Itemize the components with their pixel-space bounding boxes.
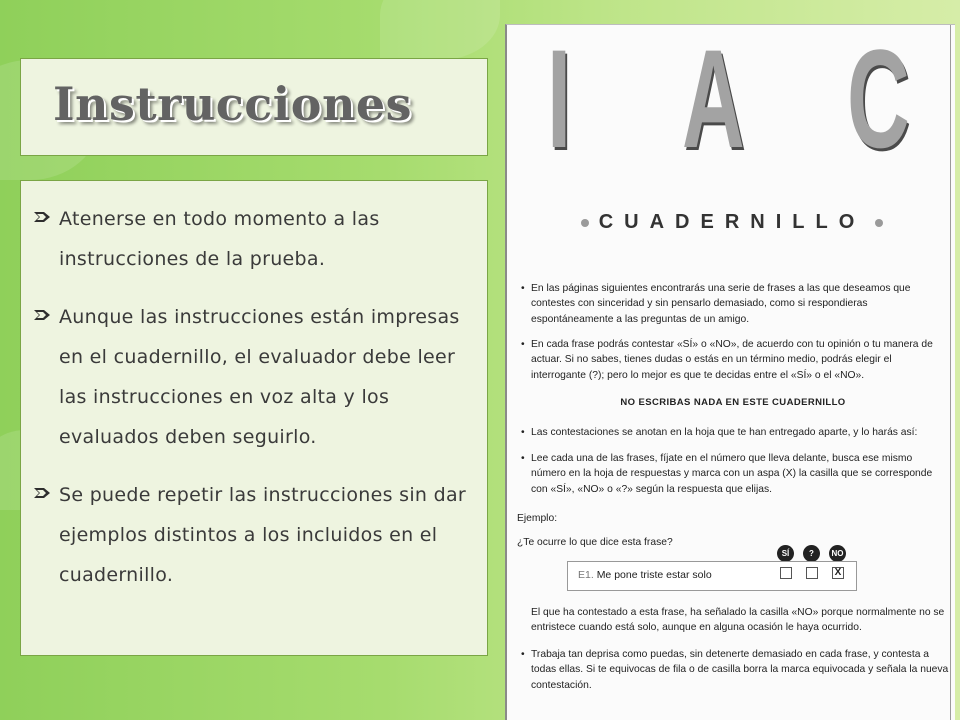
logo-letter-a: A bbox=[682, 20, 745, 177]
cuadernillo-heading bbox=[547, 211, 917, 234]
example-label: Ejemplo: bbox=[517, 513, 558, 524]
bullet-icon bbox=[33, 307, 59, 326]
bullet-text: Se puede repetir las instrucciones sin dar ejemplos distintos a los incluidos en el cuadernillo. bbox=[59, 484, 467, 586]
bullet-item bbox=[33, 475, 477, 595]
answer-badge-question: ? bbox=[803, 545, 820, 562]
bullet-text: Aunque las instrucciones están impresas en el cuadernillo, el evaluador debe leer las instrucciones en voz alta y los evaluados deben seguirlo. bbox=[59, 306, 460, 448]
bullet-item bbox=[33, 297, 477, 457]
dot-icon bbox=[875, 219, 883, 227]
background-leaf bbox=[380, 0, 500, 60]
slide-title: Instrucciones bbox=[53, 77, 413, 131]
logo-letter-i: I bbox=[547, 20, 572, 177]
doc-paragraph-2: • En cada frase podrás contestar «SÍ» o «NO», de acuerdo con tu opinión o tu manera de actuar. Si no sabes, tienes dudas o estás en un término medio, podrás elegir el interrogante (?); pero lo mejor es que te decidas entre el «SÍ» o el «NO». bbox=[517, 337, 949, 383]
answer-badge-si: SÍ bbox=[777, 545, 794, 562]
example-item-id: E1. bbox=[578, 569, 594, 581]
example-item-text: Me pone triste estar solo bbox=[596, 569, 712, 581]
document-border bbox=[950, 25, 951, 720]
bullet-icon bbox=[33, 209, 59, 228]
checkbox-si bbox=[780, 567, 792, 579]
bullet-text: Atenerse en todo momento a las instrucciones de la prueba. bbox=[59, 208, 380, 270]
content-box bbox=[20, 180, 488, 656]
iac-logo bbox=[507, 20, 947, 177]
doc-paragraph-5: El que ha contestado a esta frase, ha señalado la casilla «NO» porque normalmente no se entristece cuando está solo, aunque en alguna ocasión le haya ocurrido. bbox=[531, 607, 945, 634]
answer-badge-no: NO bbox=[829, 545, 846, 562]
bullet-item bbox=[33, 199, 477, 279]
cuadernillo-text: CUADERNILLO bbox=[598, 211, 866, 233]
bullet-icon bbox=[33, 485, 59, 504]
checkbox-no: X bbox=[832, 567, 844, 579]
doc-paragraph-3: • Las contestaciones se anotan en la hoja que te han entregado aparte, y lo harás así: bbox=[517, 425, 949, 440]
title-box bbox=[20, 58, 488, 156]
scanned-document bbox=[505, 20, 955, 720]
dot-icon bbox=[581, 219, 589, 227]
doc-paragraph-1: • En las páginas siguientes encontrarás una serie de frases a las que deseamos que contestes con sinceridad y sin pensarlo demasiado, como si respondieras espontáneamente a las preguntas de un amigo. bbox=[517, 281, 949, 327]
example-item bbox=[578, 569, 712, 581]
doc-paragraph-6: • Trabaja tan deprisa como puedas, sin detenerte demasiado en cada frase, y contesta a todas ellas. Si te equivocas de fila o de casilla borra la marca equivocada y señala la nueva contestación. bbox=[517, 647, 949, 693]
checkbox-question bbox=[806, 567, 818, 579]
doc-paragraph-4: • Lee cada una de las frases, fíjate en el número que lleva delante, busca ese mismo número en la hoja de respuestas y marca con un aspa (X) la casilla que se corresponde con «SÍ», «NO» o «?» según la respuesta que elijas. bbox=[517, 451, 949, 497]
logo-letter-c: C bbox=[847, 20, 910, 177]
example-question: ¿Te ocurre lo que dice esta frase? bbox=[517, 537, 673, 548]
doc-warning: NO ESCRIBAS NADA EN ESTE CUADERNILLO bbox=[620, 397, 846, 408]
